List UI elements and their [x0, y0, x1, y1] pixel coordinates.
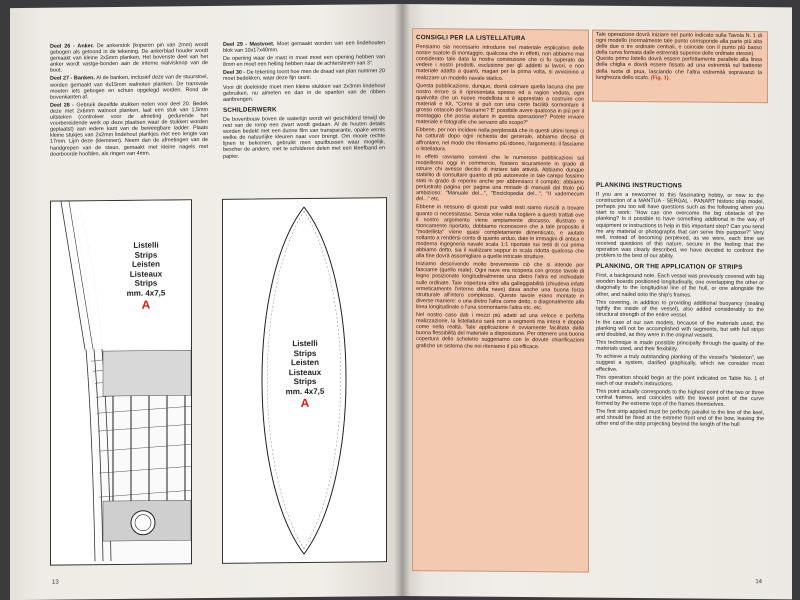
dutch-paragraph-title: Deel 28 -: [50, 102, 74, 109]
dutch-paragraph-body: De ankerstok (koperen pin van 2mm) wordt gebogen als getoond in de tekening. De ankerblad houder wordt gemaakt van kleine 2x5mm planken, Het bovenste deel van het anker wordt vastge-bonden aan de interne walvisknop van de boot.: [50, 42, 208, 75]
italian-paragraph: Iniziamo descrivendo molto brevemente ciò che si intende per fasciame (quello reale). Ogni nave era ricoperta con grosse tavole di legno posizionate longitudinalmente una dietro l'altra ed inchiodate sulle ordinate. Tale copertura oltre alla galleggiabilità (chiudeva infatti ermeticamente l'interno della nave) dava anche una buona forza strutturale all'intero complesso. Queste tavole erano montate in diverse maniere: o una dietro l'altra come detto, o diagonalmente alla linea longitudinale o l'una sormontante l'altra etc. etc.: [416, 261, 584, 312]
italian-column: [416, 30, 584, 352]
left-column-2: [223, 40, 385, 161]
italian-paragraph: Ebbene, per non incidere nella perplessità che in questi ultimi tempi ci ha catturati dopo ogni richiesta dei generale, abbiamo deciso di affrontare, nel modo che riteniamo più idoneo, l'argomento: il fasciame o listellatura.: [416, 127, 584, 152]
strips-size: mm. 4x7,5: [285, 386, 325, 396]
english-column: [596, 178, 764, 431]
book-gutter-shadow: [394, 4, 410, 596]
dutch-paragraph-title: Deel 26 - Anker.: [50, 43, 94, 50]
strips-label-de: Leisten: [290, 357, 319, 368]
italian-paragraph: In effetti ravviamo convinti che le numerose pubblicazioni sul modellismo oggi in commercio, fossero sicuramente in grado di istruire chi avesse deciso di iniziare tale attività. Abbiamo dunque stabilito di consultare quanto di più autorevole in tale campo fossimo stati in grado di reperire anche per abbreviarci il compito; abbiamo perlustrato pagina per pagina una miriade di manuali dal titolo più ambizioso: "Manuale del...", "Enciclopedia del...", "Il vademecum del..." etc.: [416, 153, 584, 203]
dutch-paragraph: [50, 75, 208, 101]
right-page: [402, 4, 792, 599]
book-spread: [10, 4, 792, 596]
dutch-paragraph-body: Voor dit doeleinde moet men kleine stukken van 2x3mm lindehout gebruiken, nu almeten en dan in de spanten van de ribben aanbrengen.: [223, 82, 385, 103]
fig-1-reference: (Fig. 1).: [650, 74, 671, 81]
application-of-strips-heading: PLANKING, OR THE APPLICATION OF STRIPS: [596, 262, 743, 272]
dutch-paragraph-title: Deel 27 - Banken.: [50, 75, 95, 83]
italian-paragraph: Questa pubblicazione, dunque, dovrà colmare quella lacuna che per nostro errore si è ripresentata spesso ed a ragion veduta, ogni qualvolta che un nuovo modellista si è apprestato a costruire con materiali e Kit, "Come si può con una certe facilità sormontare il grosso ostacolo del fasciame? E' possibile avere qualcosa in più per il montaggio che possa aiutare in questa operazione? Potete inviare materiale e fotografie che servano allo scopo?": [416, 82, 584, 127]
strips-label-en: Strips: [293, 348, 317, 358]
strips-label-de: Leisten: [131, 259, 160, 269]
dutch-paragraph: [223, 83, 385, 103]
figure-letter-a: A: [141, 297, 151, 312]
schilderwerk-text: De bovenbouw boven de waterlijn wordt wit geschilderd terwijl de rest van de romp een zwart wordt gedaan. Al de houten details worden bedekt met een dunne film van transparante, opake vernis welke de natuurlijke kleuren naar voor brengt. Om mooie rechte lijnen te bekomen, gebruikt men spuitbussen waar mogelijk, bescher de andere, met te schilderen delen met een kleefband en papier.: [223, 115, 385, 160]
strip-figure: [222, 197, 387, 564]
hull-frames-figure: [50, 199, 192, 565]
dutch-paragraph-body: Gebruik dezelfde stukken noten voor deel 20. Bedek deze met 2x6mm walnoot planken, laat een stuk van 1,5mm uitsteken (controleer voor de afmeting gedurende het voorbereidende werk op deze plaatsen waar de stukken worden geplaatst) aan iedere kant van de beweegbare ladder. Plaats kleine stukjes van 2x2mm lindehout plankjes met een lengte van 17mm. Lijm deze (klemmen). Neem dan de afmetingen van de handgrepen van de steun, gemaakt met kleine nagels met doorboorde hoofden, als ringen van 4mm.: [50, 100, 208, 158]
english-paragraph: The first strip applied must be perfectly parallel to the line of the keel, and should be fixed at the extreme front end of the bow, leaving the other end of the strip projecting beyond the length of the hull: [596, 408, 764, 429]
english-paragraph: This covering, in addition to providing additional buoyancy (sealing tightly the inside of the vessel), also added considerably to the structural strength of the entire vessel.: [596, 299, 764, 319]
italian-heading: CONSIGLI PER LA LISTELLATURA: [416, 34, 526, 43]
italian-continuation-text: Tale operazione dovrà iniziare nel punto indicato sulla Tavola N. 1 di ogni modello (normalmente tale punto corrisponde alla parte più alta delle due o tre ordinate centrali, e coincide con il punto più basso della curva formata dalle estremità superiori delle ordinate stesse). Questo primo listello dovrà essere perfettamente parallelo alla linea della chiglia e dovrà essere fissato ad una estremità sul battente della ruota di prua, lasciando che l'altra estremità sopravanzi la lunghezza dello scafo.: [596, 31, 762, 81]
page-number-right: 14: [755, 579, 762, 586]
italian-continuation: [596, 32, 762, 84]
italian-paragraph: Pensiamo sia necessario introdurre nel materiale esplicativo delle nostre scatole di montaggio, qualcosa che in effetti, non abbiamo mai considerato tale data la nostra convinzione che ci fu superato da vedere i nostri prodotti, esclusione per gli addetti ai lavori, e non materiale adatto a quanti, magari per la prima volta, si avvicinino a realizzare un modello navale statico.: [416, 44, 584, 82]
dutch-paragraph-body: Moet gemaakt worden van een lindehouten blok van 10x17x40mm.: [223, 40, 385, 54]
strips-label-es: Strips: [293, 376, 317, 387]
strips-label-fr: Listeaux: [288, 367, 322, 377]
strips-label-it: Listelli: [292, 338, 318, 349]
english-paragraph: First, a background note. Each vessel was previously covered with big wooden boards positioned longitudinally, one overlapping the other or diagonally to the longitudinal line of the hull, or one alongside the other, and nailed onto the ship's frames.: [596, 272, 764, 299]
italian-paragraph: Nel nostro caso dati i mezzi più adatti ad una veloce e perfetta realizzazione, la listellatura sarà non a segmenti ma intera e doppia come nella realtà. Tale applicazione è ovviamente facilitata dalla buona flessibilità del materiale a disposizione. Per ottenere una buona copertura dello scheletro suggeriamo con le dovute chiarificazioni grafiche un sistema che noi riteniamo il più efficace.: [416, 312, 584, 350]
schilderwerk-heading: SCHILDERWERK: [223, 106, 277, 114]
strips-size: mm. 4x7,5: [126, 287, 166, 298]
dutch-paragraph: [223, 40, 385, 54]
dutch-paragraph-title: Deel 30 -: [223, 70, 246, 77]
english-paragraph: This point actually corresponds to the highest point of the two or three central frames, and coincides with the lowest point of the curve formed by the extreme tops of the frames themselves.: [596, 388, 764, 408]
left-column-1: [50, 42, 208, 159]
dutch-paragraph-title: Deel 29 - Mastvoet.: [223, 41, 275, 48]
italian-paragraph: Ebbene in nessuno di questi pur validi testi siamo riusciti a trovare quanto ci necessitasse. Senza voler nulla togliere a questi trattati ove il nostro argomento viene ampiamente discusso, illustrato e storicamente riportato, dobbiamo riconoscere che a tale proposito il "modellista" viene quasi completamente dimenticato, e aiutato soltanto a rendersi conto di quanto arduo, date le immagini di antica e moderna ingegneria navale scala 1:1 riportate sui testi di cui prima abbiamo detto, sia il realizzare seppur in scala ridotta qualcosa che alla fine dovrà assomigliare a quelle intricate strutture.: [416, 204, 584, 261]
dutch-paragraph: [50, 101, 208, 157]
figure-letter-a: A: [300, 395, 310, 411]
strips-label-en: Strips: [134, 250, 158, 260]
strips-label-left: [111, 240, 181, 310]
english-paragraph: In the case of our own models, because of the materials used, the planking will not be accomplished with segments, but with full strips and doubled, as they were in the original vessels.: [596, 319, 764, 339]
dutch-paragraph: [223, 69, 385, 83]
planking-instructions-heading: PLANKING INSTRUCTIONS: [596, 181, 683, 190]
strips-label-es: Strips: [134, 278, 158, 288]
dutch-paragraph: [223, 54, 385, 68]
dutch-paragraph-body: De tekening toont hoe men de draad van plan nummer 20 moet bedekken, waar deze fijn rasnt.: [223, 68, 385, 83]
strips-label-fr: Listeaux: [129, 269, 163, 279]
strips-label-it: Listelli: [133, 240, 159, 250]
page-number-left: 13: [52, 579, 59, 586]
left-page: [10, 4, 402, 600]
english-paragraph: This technique is made possible principally through the quality of the materials used, and their flexibility.: [596, 339, 764, 353]
dutch-paragraph: [50, 42, 208, 74]
strips-label-right: [269, 339, 341, 409]
english-paragraph: This operation should begin at the point indicated on Table No. 1 of each of our model's instructions.: [596, 374, 764, 388]
planking-instructions-text: If you are a newcomer to this fascinating hobby, or new to the construction of a MANTUA - SERGAL - PANART historic ship model, perhaps you too will have questions such as the following when you start to work: "How can one overcome the big obstacle of the planking? Is it possible to have something additional in the way of equipment or instructions to help in this important step? Can you send me any material or photographs that can serve this purpose?" Very well, instead of becoming perplexed, as we were, each time we received questions of this nature, secure in the feeling that the operation was clearly described, we have decided to confront the problem to the best of our ability.: [596, 191, 764, 260]
english-paragraph: To achieve a truly outstanding planking of the vessel's "skeleton", we suggest a system, clarified graphically, which we consider most effective.: [596, 354, 764, 373]
dutch-paragraph-body: Al de banken, inclusief deze van de stuurstoel, worden gemaakt van 4x15mm walnoten planken. De transvale moeten iets gebogen en schuin opgelegd worden. Rond de bovenkanten af.: [50, 74, 208, 101]
dutch-paragraph-body: De opening waar de mast in moet moet een opening hebben van 8mm en moet een helling hebben naar de achtersteven van 3°.: [223, 54, 385, 69]
